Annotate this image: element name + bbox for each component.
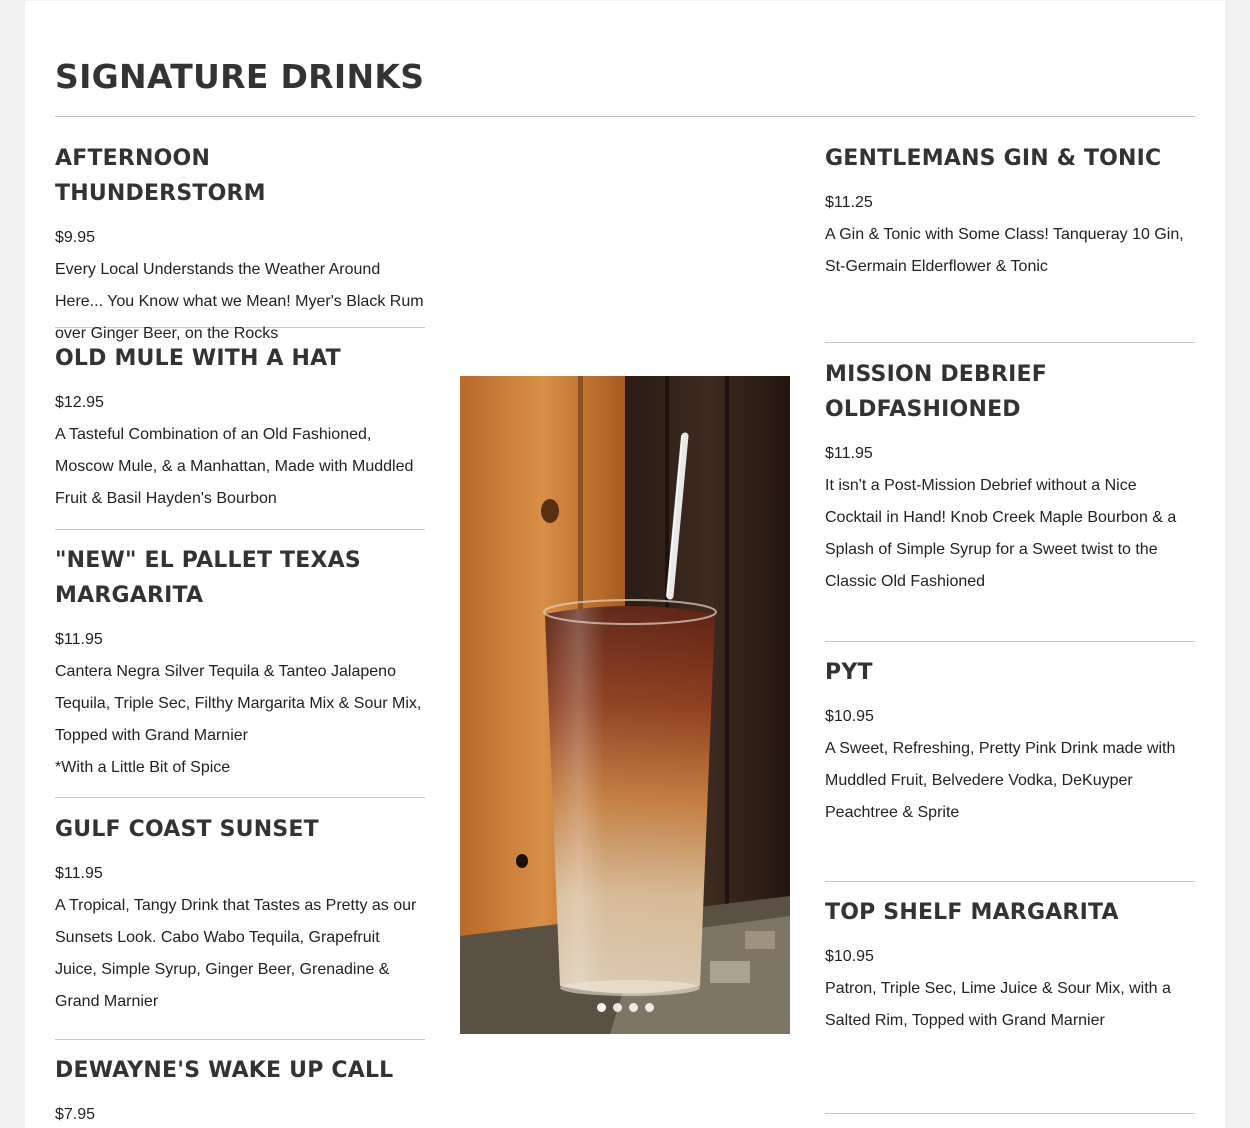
- menu-item-name: GENTLEMANS GIN & TONIC: [825, 146, 1162, 171]
- menu-item-price: $11.95: [55, 631, 103, 648]
- menu-item-description: A Sweet, Refreshing, Pretty Pink Drink made with Muddled Fruit, Belvedere Vodka, DeKuyper Peachtree & Sprite: [825, 740, 1176, 821]
- menu-item-description: A Gin & Tonic with Some Class! Tanqueray 10 Gin, St-Germain Elderflower & Tonic: [825, 226, 1184, 275]
- drink-photo-carousel[interactable]: [460, 376, 790, 1034]
- menu-item-price: $11.25: [825, 194, 873, 211]
- carousel-dot-4[interactable]: [645, 1003, 654, 1012]
- menu-item: [825, 642, 1195, 882]
- menu-item-name: OLD MULE WITH A HAT: [55, 346, 341, 371]
- carousel-dot-2[interactable]: [613, 1003, 622, 1012]
- menu-item-name: AFTERNOON THUNDERSTORM: [55, 146, 266, 206]
- menu-item-description: It isn't a Post-Mission Debrief without a Nice Cocktail in Hand! Knob Creek Maple Bourbon & a Splash of Simple Syrup for a Sweet twist to the Classic Old Fashioned: [825, 477, 1177, 590]
- carousel-pagination: [460, 1003, 790, 1012]
- menu-item-description: A Tasteful Combination of an Old Fashioned, Moscow Mule, & a Manhattan, Made with Muddled Fruit & Basil Hayden's Bourbon: [55, 426, 414, 507]
- menu-item-price: $10.95: [825, 948, 874, 965]
- menu-item-name: MISSION DEBRIEF OLDFASHIONED: [825, 362, 1047, 422]
- menu-item-name: "NEW" EL PALLET TEXAS MARGARITA: [55, 548, 361, 608]
- menu-item-price: $12.95: [55, 394, 104, 411]
- menu-item-name: PYT: [825, 660, 873, 685]
- menu-item-name: DEWAYNE'S WAKE UP CALL: [55, 1058, 394, 1083]
- menu-item: [55, 1040, 425, 1128]
- menu-item: [55, 328, 425, 530]
- page-title: SIGNATURE DRINKS: [55, 57, 425, 96]
- menu-panel: [25, 1, 1225, 1128]
- left-menu-column: [55, 117, 425, 1128]
- carousel-dot-3[interactable]: [629, 1003, 638, 1012]
- menu-item: [825, 117, 1195, 343]
- menu-item-price: $11.95: [55, 865, 103, 882]
- menu-item-description: A Tropical, Tangy Drink that Tastes as Pretty as our Sunsets Look. Cabo Wabo Tequila, Grapefruit Juice, Simple Syrup, Ginger Beer, Grenadine & Grand Marnier: [55, 897, 417, 1010]
- menu-item: [55, 530, 425, 798]
- menu-item: [55, 798, 425, 1040]
- menu-item-description: Patron, Triple Sec, Lime Juice & Sour Mix, with a Salted Rim, Topped with Grand Marnier: [825, 980, 1171, 1029]
- menu-item-description: Cantera Negra Silver Tequila & Tanteo Jalapeno Tequila, Triple Sec, Filthy Margarita Mix & Sour Mix, Topped with Grand Marnier: [55, 663, 422, 744]
- menu-item-note: *With a Little Bit of Spice: [55, 759, 231, 776]
- menu-item: [825, 343, 1195, 642]
- menu-item: [55, 117, 425, 342]
- menu-item-price: $9.95: [55, 229, 96, 246]
- menu-item: [825, 882, 1195, 1114]
- menu-item-price: $7.95: [55, 1106, 96, 1123]
- menu-item-name: GULF COAST SUNSET: [55, 817, 319, 842]
- right-menu-column: [825, 117, 1195, 1114]
- menu-item-description: Every Local Understands the Weather Around Here... You Know what we Mean! Myer's Black Rum over Ginger Beer, on the Rocks: [55, 261, 424, 342]
- menu-item-price: $11.95: [825, 445, 873, 462]
- menu-item-name: TOP SHELF MARGARITA: [825, 900, 1119, 925]
- menu-item-price: $10.95: [825, 708, 874, 725]
- drink-photo: [460, 376, 790, 1034]
- carousel-dot-1[interactable]: [597, 1003, 606, 1012]
